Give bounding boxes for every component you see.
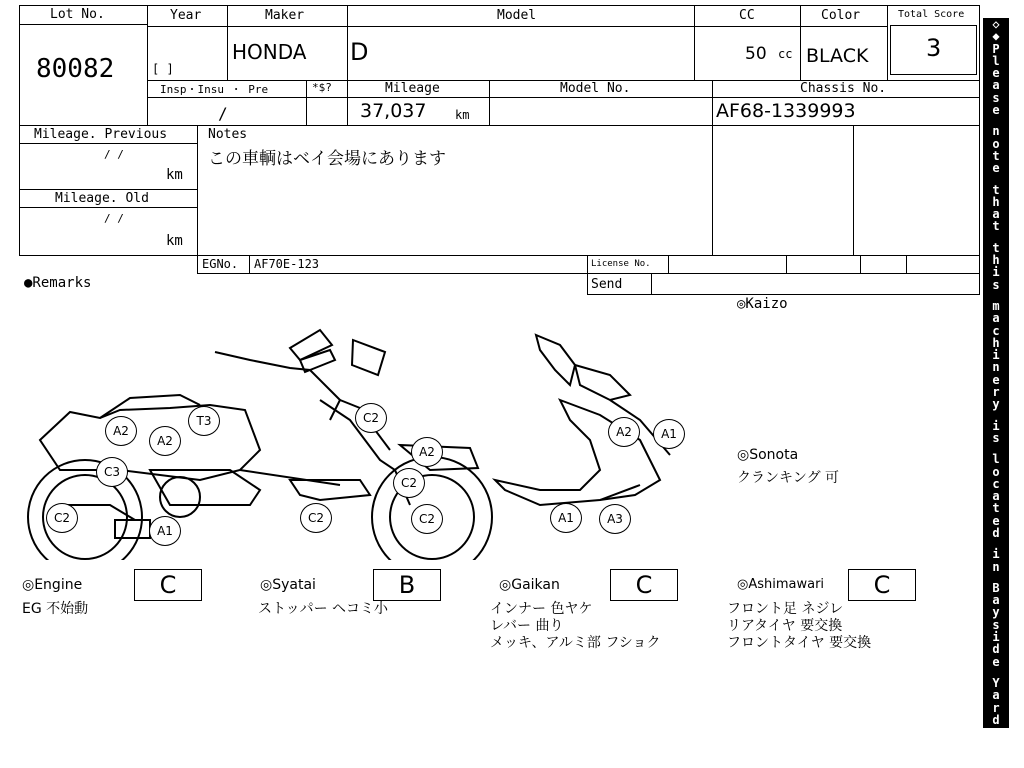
cc-unit: cc (778, 47, 793, 61)
color-label: Color (821, 8, 861, 23)
engine-note-1: EG 不始動 (22, 601, 89, 617)
remarks-label: ●Remarks (24, 275, 92, 291)
egno-value: AF70E-123 (254, 257, 320, 271)
send-label: Send (591, 277, 623, 292)
damage-mark: A2 (149, 426, 181, 456)
color-value: BLACK (806, 45, 869, 67)
model-value: D (350, 38, 369, 66)
notes-text: この車輌はベイ会場にあります (208, 149, 446, 169)
maker-value: HONDA (232, 40, 307, 64)
extra-label: *$? (312, 81, 332, 94)
lot-no-value: 80082 (36, 54, 115, 84)
total-score-label: Total Score (898, 9, 965, 20)
syatai-note-1: ストッパー ヘコミ小 (258, 601, 389, 617)
maker-label: Maker (265, 8, 305, 23)
syatai-grade: B (373, 569, 441, 601)
send-row (587, 273, 980, 295)
damage-mark: C2 (411, 504, 443, 534)
egno-divider (249, 255, 250, 274)
damage-mark: C3 (96, 457, 128, 487)
mileage-unit: km (455, 108, 470, 122)
mileage-prev-unit: km (166, 167, 183, 183)
lot-no-label: Lot No. (50, 7, 105, 22)
mileage-old-label: Mileage. Old (55, 191, 149, 206)
gaikan-note-2: レバー 曲り (490, 618, 564, 634)
year-value: [ ] (152, 62, 174, 76)
mileage-prev-date: / / (104, 148, 124, 161)
cc-value: 50 (745, 44, 767, 64)
license-label: License No. (591, 259, 651, 269)
kaizo-label: ◎Kaizo (737, 296, 788, 312)
notes-label: Notes (208, 127, 248, 142)
chassis-label: Chassis No. (800, 81, 887, 96)
gaikan-note-3: メッキ、アルミ部 フショク (490, 635, 661, 651)
chassis-value: AF68-1339993 (716, 100, 856, 122)
ashimawari-note-2: リアタイヤ 要交換 (727, 618, 843, 634)
damage-mark: A2 (105, 416, 137, 446)
damage-mark: C2 (393, 468, 425, 498)
mileage-prev-label: Mileage. Previous (34, 127, 168, 142)
model-label: Model (497, 8, 537, 23)
side-notice-text: ◇ ◆ P l e a s e n o t e t h a t t h i s m a c h i n e r y i s l o c a t e d i n B a y s i d e Y a r d ◆ ◇ (992, 17, 1000, 752)
damage-mark: C2 (355, 403, 387, 433)
damage-mark: A2 (608, 417, 640, 447)
engine-label: ◎Engine (22, 577, 83, 593)
damage-mark: A3 (599, 504, 631, 534)
mileage-old-date: / / (104, 212, 124, 225)
damage-mark: A1 (550, 503, 582, 533)
damage-mark: A1 (149, 516, 181, 546)
license-divider-3 (786, 255, 787, 274)
ashimawari-note-1: フロント足 ネジレ (727, 601, 844, 617)
total-score-value: 3 (926, 34, 942, 62)
damage-mark: C2 (46, 503, 78, 533)
damage-mark: A2 (411, 437, 443, 467)
gaikan-note-1: インナー 色ヤケ (490, 601, 593, 617)
side-notice-bar (983, 17, 1009, 752)
mileage-old-unit: km (166, 233, 183, 249)
send-divider (651, 273, 652, 295)
damage-mark: A1 (653, 419, 685, 449)
cc-label: CC (739, 8, 755, 23)
notes-divider-2 (853, 125, 854, 256)
ashimawari-grade: C (848, 569, 916, 601)
sonota-label: ◎Sonota (737, 447, 799, 463)
sonota-text: クランキング 可 (737, 470, 840, 486)
ashimawari-label: ◎Ashimawari (737, 577, 825, 592)
license-divider-5 (906, 255, 907, 274)
notes-divider-1 (712, 125, 713, 256)
engine-grade: C (134, 569, 202, 601)
license-divider-4 (860, 255, 861, 274)
insp-value: / (218, 104, 228, 123)
year-label: Year (170, 8, 202, 23)
egno-label: EGNo. (202, 257, 239, 271)
license-divider-2 (668, 255, 669, 274)
model-no-label: Model No. (560, 81, 631, 96)
syatai-label: ◎Syatai (260, 577, 316, 593)
damage-mark: T3 (188, 406, 220, 436)
insp-label: Insp・Insu ・ Pre (160, 83, 269, 96)
mileage-label: Mileage (385, 81, 440, 96)
damage-mark: C2 (300, 503, 332, 533)
gaikan-label: ◎Gaikan (499, 577, 560, 593)
gaikan-grade: C (610, 569, 678, 601)
ashimawari-note-3: フロントタイヤ 要交換 (727, 635, 872, 651)
mileage-value: 37,037 (360, 100, 427, 122)
